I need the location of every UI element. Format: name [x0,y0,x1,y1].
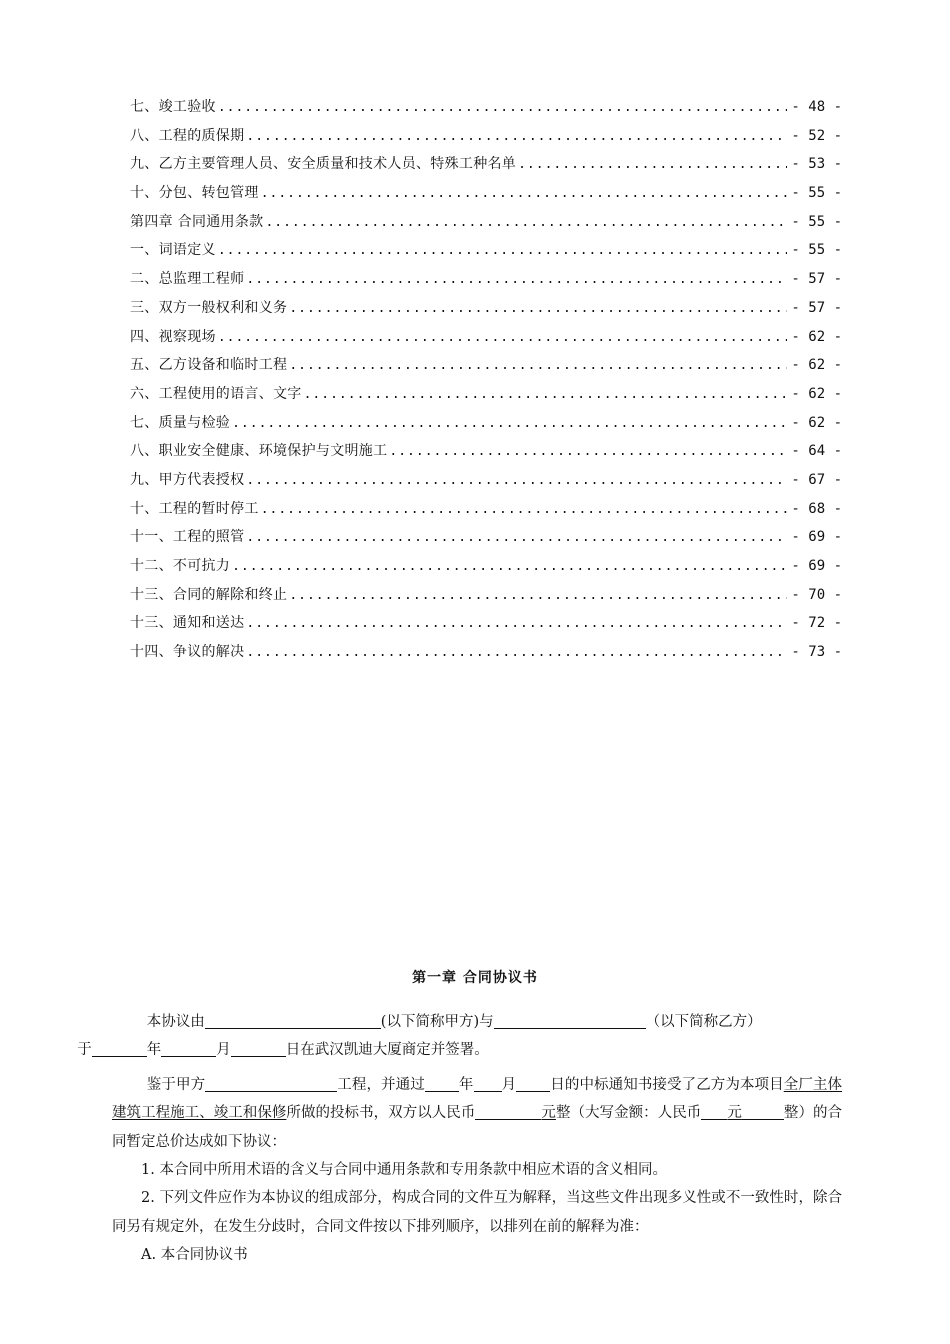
toc-leader-dots [289,582,787,611]
toc-entry-page: - 62 - [791,328,842,345]
amount-blank[interactable] [475,1103,541,1120]
toc-entry-title: 五、乙方设备和临时工程 [130,357,288,374]
toc-leader-dots [289,295,787,324]
toc-leader-dots [246,266,787,295]
toc-entry-page: - 57 - [791,299,842,316]
text-run: 月 [501,1076,517,1093]
agreement-paragraph-bid [112,1071,842,1156]
toc-entry-page: - 48 - [791,99,842,115]
toc-entry-title: 十、分包、转包管理 [130,185,259,202]
bid-day-blank[interactable] [516,1075,550,1092]
toc-entry-page: - 57 - [791,271,842,288]
toc-entry[interactable] [130,437,842,466]
toc-entry-title: 七、竣工验收 [130,99,216,115]
toc-entry-title: 六、工程使用的语言、文字 [130,385,302,402]
toc-leader-dots [518,151,787,180]
text-run: (以下简称甲方)与 [380,1014,494,1030]
clause-1: 1. 本合同中所用术语的含义与合同中通用条款和专用条款中相应术语的含义相同。 [141,1162,667,1179]
toc-leader-dots [246,467,787,496]
text-run: 日的中标通知书接受了乙方为本项目 [550,1076,784,1093]
toc-entry[interactable] [130,236,842,265]
toc-leader-dots [232,410,787,439]
bid-year-blank[interactable] [425,1075,459,1092]
toc-entry[interactable] [130,495,842,524]
toc-entry-page: - 53 - [791,156,842,173]
toc-entry[interactable] [130,179,842,208]
toc-leader-dots [289,352,787,381]
toc-entry-title: 八、职业安全健康、环境保护与文明施工 [130,443,388,460]
table-of-contents [130,93,842,667]
agreement-body [77,1008,843,1270]
toc-entry[interactable] [130,150,842,179]
toc-entry-page: - 70 - [791,586,842,603]
toc-entry-title: 第四章 合同通用条款 [130,213,264,230]
amount-words-blank-2[interactable] [742,1103,784,1120]
toc-entry-title: 三、双方一般权利和义务 [130,299,288,316]
currency-unit: 元 [541,1105,556,1122]
toc-entry[interactable] [130,294,842,323]
party-b-blank[interactable] [494,1012,646,1029]
toc-entry[interactable] [130,581,842,610]
toc-entry[interactable] [130,323,842,352]
text-run: 于 [77,1042,92,1059]
toc-entry[interactable] [130,523,842,552]
toc-leader-dots [389,438,787,467]
toc-leader-dots [246,639,787,668]
project-name-blank[interactable] [205,1075,337,1092]
toc-entry[interactable] [130,93,842,122]
toc-leader-dots [261,180,788,209]
party-a-blank[interactable] [205,1012,381,1029]
toc-entry[interactable] [130,265,842,294]
month-blank[interactable] [161,1040,216,1057]
toc-leader-dots [232,553,787,582]
toc-entry-title: 十三、合同的解除和终止 [130,586,288,603]
toc-entry-title: 二、总监理工程师 [130,271,245,288]
year-blank[interactable] [92,1040,147,1057]
toc-entry[interactable] [130,609,842,638]
text-run: 整）的合同暂定总价达成如下协议： [112,1105,843,1150]
toc-entry-page: - 68 - [791,500,842,517]
toc-entry-title: 九、乙方主要管理人员、安全质量和技术人员、特殊工种名单 [130,156,517,173]
toc-entry-title: 十四、争议的解决 [130,644,245,661]
toc-leader-dots [246,524,787,553]
toc-leader-dots [246,610,787,639]
toc-entry-title: 十、工程的暂时停工 [130,500,259,517]
text-run: 年 [146,1042,162,1059]
toc-entry-title: 九、甲方代表授权 [130,471,245,488]
text-run: 整（大写金额：人民币 [555,1105,702,1122]
text-run: 本协议由 [146,1014,205,1030]
bid-month-blank[interactable] [474,1075,502,1092]
toc-entry[interactable] [130,466,842,495]
toc-leader-dots [304,381,788,410]
text-run: 日在武汉凯迪大厦商定并签署。 [285,1042,489,1059]
toc-leader-dots [246,123,787,152]
toc-entry-page: - 64 - [791,443,842,460]
clause-2: 2. 下列文件应作为本协议的组成部分，构成合同的文件互为解释，当这些文件出现多义性或不一致性时，除合同另有规定外，在发生分歧时，合同文件按以下排列顺序，以排列在前的解释为准： [112,1190,842,1235]
amount-words-blank[interactable] [701,1103,727,1120]
toc-entry-page: - 52 - [791,127,842,144]
toc-entry[interactable] [130,638,842,667]
toc-entry-page: - 67 - [791,471,842,488]
toc-leader-dots [265,209,787,238]
toc-entry-page: - 55 - [791,185,842,202]
toc-entry-page: - 62 - [791,414,842,431]
toc-leader-dots [218,94,788,123]
toc-entry-page: - 62 - [791,385,842,402]
toc-entry[interactable] [130,351,842,380]
toc-entry[interactable] [130,122,842,151]
toc-entry[interactable] [130,552,842,581]
toc-leader-dots [261,496,788,525]
toc-entry-page: - 73 - [791,644,842,661]
toc-entry-page: - 62 - [791,357,842,374]
toc-leader-dots [218,237,788,266]
toc-entry-page: - 55 - [791,213,842,230]
toc-entry[interactable] [130,409,842,438]
toc-entry-title: 一、词语定义 [130,242,216,259]
text-run: 工程，并通过 [337,1076,425,1093]
text-run: 月 [216,1042,231,1059]
toc-entry[interactable] [130,380,842,409]
chapter-title: 第一章 合同协议书 [412,970,538,986]
toc-entry-title: 十二、不可抗力 [130,558,231,574]
toc-entry-title: 七、质量与检验 [130,414,231,431]
toc-entry-page: - 69 - [791,558,842,574]
toc-entry-title: 八、工程的质保期 [130,127,245,144]
text-run: 所做的投标书，双方以人民币 [286,1105,476,1122]
toc-entry-page: - 69 - [791,529,842,546]
toc-entry-title: 十三、通知和送达 [130,615,245,632]
text-run: （以下简称乙方） [645,1014,762,1030]
toc-entry-page: - 72 - [791,615,842,632]
day-blank[interactable] [231,1040,286,1057]
agreement-paragraph-parties [77,1008,842,1065]
toc-entry-title: 十一、工程的照管 [130,529,245,546]
toc-leader-dots [218,324,788,353]
clause-a: A. 本合同协议书 [141,1247,248,1264]
toc-entry-page: - 55 - [791,242,842,259]
currency-unit: 元 [727,1105,742,1122]
text-run: 年 [458,1076,474,1093]
toc-entry[interactable] [130,208,842,237]
toc-entry-title: 四、视察现场 [130,328,216,345]
scope-of-work: 全厂主体建筑工程施工、竣工和保修 [112,1076,843,1122]
text-run: 鉴于甲方 [146,1076,206,1093]
